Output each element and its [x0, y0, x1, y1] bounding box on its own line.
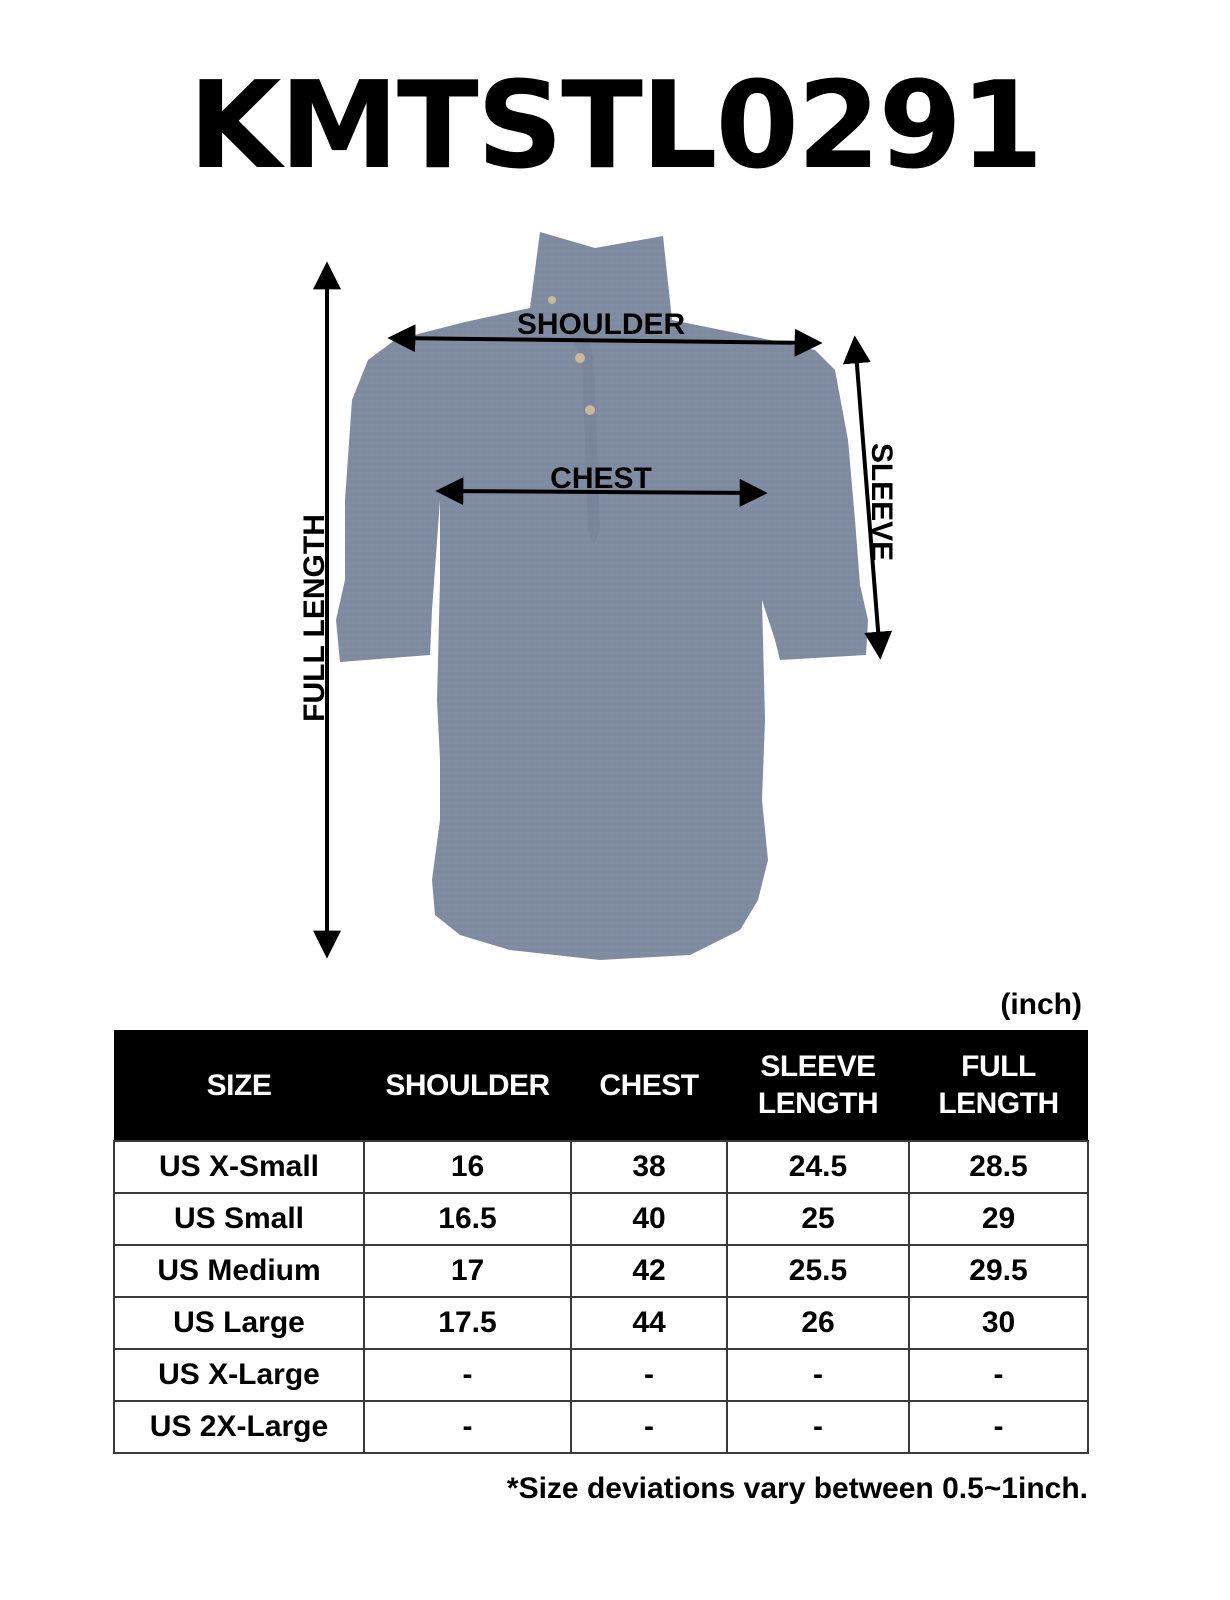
shirt-measurement-diagram — [0, 200, 1230, 990]
table-row — [114, 1349, 1088, 1401]
table-row — [114, 1401, 1088, 1453]
sleeve-length-cell: 25.5 — [727, 1245, 909, 1297]
sleeve-length-cell: 24.5 — [727, 1141, 909, 1193]
header-shoulder: SHOULDER — [364, 1030, 571, 1141]
full-length-cell: 29 — [909, 1193, 1088, 1245]
chest-label: CHEST — [550, 462, 652, 495]
size-cell: US 2X-Large — [114, 1401, 364, 1453]
shoulder-cell: - — [364, 1349, 571, 1401]
size-chart-table — [113, 1030, 1089, 1454]
shoulder-cell: 16.5 — [364, 1193, 571, 1245]
full-length-cell: 30 — [909, 1297, 1088, 1349]
table-header-row — [114, 1030, 1088, 1141]
product-code-title: KMTSTL0291 — [188, 57, 1042, 196]
chest-cell: 40 — [571, 1193, 727, 1245]
unit-label: (inch) — [1000, 988, 1082, 1021]
table-row — [114, 1245, 1088, 1297]
sleeve-length-cell: 25 — [727, 1193, 909, 1245]
size-cell: US Medium — [114, 1245, 364, 1297]
header-size: SIZE — [114, 1030, 364, 1141]
chest-cell: - — [571, 1349, 727, 1401]
sleeve-length-cell: - — [727, 1401, 909, 1453]
shoulder-cell: - — [364, 1401, 571, 1453]
table-row — [114, 1297, 1088, 1349]
size-cell: US Small — [114, 1193, 364, 1245]
shoulder-label: SHOULDER — [516, 308, 686, 341]
full-length-cell: - — [909, 1349, 1088, 1401]
chest-cell: - — [571, 1401, 727, 1453]
header-chest: CHEST — [571, 1030, 727, 1141]
table-row — [114, 1193, 1088, 1245]
size-cell: US Large — [114, 1297, 364, 1349]
shoulder-cell: 17.5 — [364, 1297, 571, 1349]
size-deviation-note: *Size deviations vary between 0.5~1inch. — [506, 1472, 1088, 1505]
full-length-cell: - — [909, 1401, 1088, 1453]
full-length-cell: 29.5 — [909, 1245, 1088, 1297]
full-length-cell: 28.5 — [909, 1141, 1088, 1193]
chest-cell: 44 — [571, 1297, 727, 1349]
table-row — [114, 1141, 1088, 1193]
shoulder-cell: 16 — [364, 1141, 571, 1193]
header-sleeve-length: SLEEVE LENGTH — [727, 1030, 909, 1141]
full-length-label: FULL LENGTH — [298, 514, 331, 722]
size-cell: US X-Large — [114, 1349, 364, 1401]
chest-cell: 42 — [571, 1245, 727, 1297]
header-full-length: FULL LENGTH — [909, 1030, 1088, 1141]
sleeve-length-cell: - — [727, 1349, 909, 1401]
sleeve-length-cell: 26 — [727, 1297, 909, 1349]
size-cell: US X-Small — [114, 1141, 364, 1193]
shoulder-cell: 17 — [364, 1245, 571, 1297]
sleeve-label: SLEEVE — [865, 442, 898, 562]
chest-cell: 38 — [571, 1141, 727, 1193]
